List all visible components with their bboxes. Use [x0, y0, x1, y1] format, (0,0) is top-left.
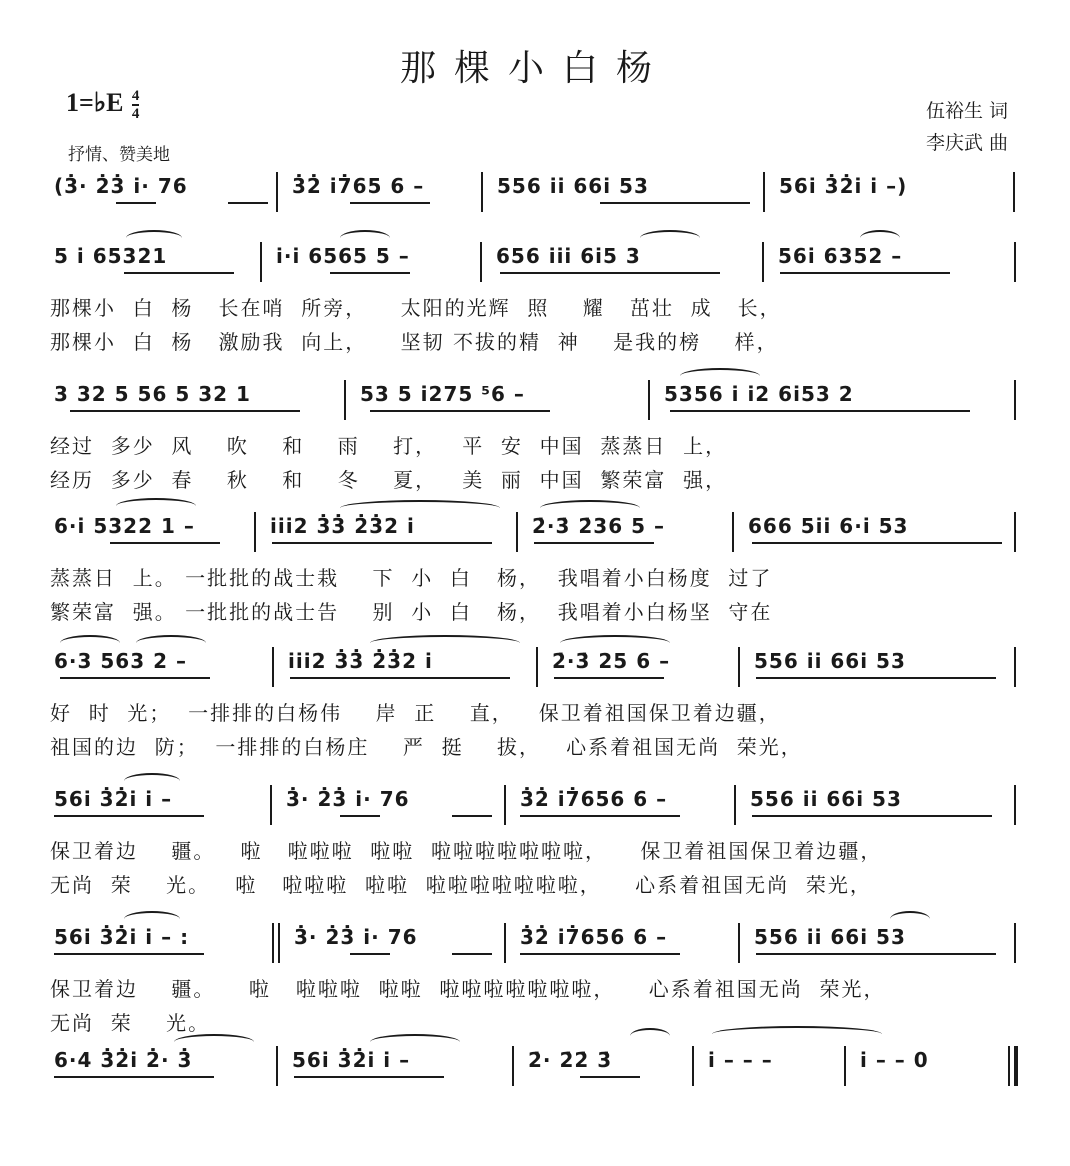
key-label: 1=♭E [66, 88, 124, 117]
slur [370, 1034, 460, 1050]
slur [126, 230, 182, 246]
measure [274, 647, 538, 687]
measure-notes: 666 5ii 6·i 53 [748, 514, 909, 538]
song-title: 那棵小白杨 [399, 48, 670, 89]
music-line [40, 1046, 1025, 1086]
beam [54, 1076, 214, 1078]
measure [694, 1046, 846, 1086]
measure [40, 647, 274, 687]
beam [554, 677, 664, 679]
slur [136, 635, 206, 651]
measure-notes: 3̇2̇ i7̇656 6 – [520, 925, 668, 949]
tie [712, 1026, 882, 1042]
slur [370, 635, 520, 651]
music-line [40, 172, 1025, 212]
measure [514, 1046, 694, 1086]
measure [262, 242, 482, 282]
music-line [40, 242, 1025, 282]
beam [272, 542, 492, 544]
measure [740, 923, 1016, 963]
barline [1014, 785, 1016, 825]
slur [174, 1034, 254, 1050]
measure-notes: 56i 3̇2̇i i – [54, 787, 173, 811]
beam [350, 202, 430, 204]
beam [534, 542, 654, 544]
measure [740, 647, 1016, 687]
measure-notes: 556 ii 66i 53 [750, 787, 902, 811]
tempo-marking: 抒情、赞美地 [68, 145, 170, 165]
measure-notes: 3̇2̇ i7̇656 6 – [520, 787, 668, 811]
measure-notes: 3̇· 2̇3̇ i· 76 [294, 925, 418, 949]
barline [1013, 172, 1015, 212]
measure-notes: 53 5 i275 ⁵6 – [360, 382, 525, 406]
measure [765, 172, 1015, 212]
measure-notes: 5356 i i2 6i53 2 [664, 382, 854, 406]
music-line [40, 785, 1025, 825]
beam [340, 815, 380, 817]
measure [346, 380, 650, 420]
measure [506, 785, 736, 825]
measure-notes: 2̇·3̇ 25 6 – [552, 649, 671, 673]
beam [54, 953, 204, 955]
measure-notes: 556 ii 66i 53 [754, 649, 906, 673]
measure-notes: 2̇· 2̇2̇ 3̇ [528, 1048, 613, 1072]
measure-notes: i – – – [708, 1048, 773, 1072]
measure [482, 242, 764, 282]
measure-notes: 6·4 3̇2̇i 2̇· 3̇ [54, 1048, 193, 1072]
lyric-verse-1: 保卫着边 疆。 啦 啦啦啦 啦啦 啦啦啦啦啦啦啦， 心系着祖国无尚 荣光， [50, 977, 886, 1001]
measure-notes: 2̇·3̇ 2̇36 5 – [532, 514, 665, 538]
final-barline [1014, 1046, 1018, 1086]
lyric-verse-2: 祖国的边 防； 一排排的白杨庄 严 挺 拔， 心系着祖国无尚 荣光， [50, 735, 803, 759]
measure [40, 242, 262, 282]
beam [452, 953, 492, 955]
beam [580, 1076, 640, 1078]
music-line [40, 923, 1025, 963]
measure [272, 785, 506, 825]
measure-notes: 6·3 563 2 – [54, 649, 187, 673]
score-system-3 [40, 380, 1025, 500]
measure-notes: 556 ii 66i 53 [497, 174, 649, 198]
beam [756, 953, 996, 955]
measure [256, 512, 518, 552]
lyric-verse-2: 无尚 荣 光。 [50, 1011, 211, 1035]
measure [650, 380, 1016, 420]
slur [124, 773, 180, 789]
music-line [40, 647, 1025, 687]
measure-notes: (3̇· 2̇3̇ i· 76 [54, 174, 188, 198]
lyric-verse-2: 经历 多少 春 秋 和 冬 夏， 美 丽 中国 繁荣富 强， [50, 468, 728, 492]
measure [40, 785, 272, 825]
measure-notes: 56i 3̇2̇i i –) [779, 174, 908, 198]
beam [600, 202, 750, 204]
beam [294, 1076, 444, 1078]
lyric-verse-1: 保卫着边 疆。 啦 啦啦啦 啦啦 啦啦啦啦啦啦啦， 保卫着祖国保卫着边疆， [50, 839, 883, 863]
measure [538, 647, 740, 687]
beam [54, 815, 204, 817]
slur [630, 1028, 670, 1044]
lyric-verse-2: 繁荣富 强。 一批批的战士告 别 小 白 杨， 我唱着小白杨坚 守在 [50, 600, 773, 624]
measure-notes: 5 i 65321 [54, 244, 168, 268]
time-signature [132, 88, 140, 122]
composer-credit: 李庆武 曲 [925, 132, 1008, 154]
measure-notes: 6·i 5322 1 – [54, 514, 195, 538]
key-signature [66, 88, 139, 122]
beam [116, 202, 156, 204]
barline [1014, 923, 1016, 963]
measure [736, 785, 1016, 825]
beam [500, 272, 720, 274]
lyricist-credit: 伍裕生 词 [925, 100, 1008, 122]
beam [752, 542, 1002, 544]
measure-notes: i·i 6565 5 – [276, 244, 410, 268]
measure [40, 172, 278, 212]
measure-notes: 3̇· 2̇3̇ i· 76 [286, 787, 410, 811]
score-system-4 [40, 512, 1025, 632]
beam [520, 815, 680, 817]
time-bottom: 4 [131, 106, 140, 123]
measure-notes: 56i 3̇2̇i i – : [54, 925, 190, 949]
lyric-verse-1: 经过 多少 风 吹 和 雨 打， 平 安 中国 蒸蒸日 上， [50, 434, 728, 458]
score-system-7 [40, 923, 1025, 1043]
measure [278, 172, 483, 212]
measure [518, 512, 734, 552]
beam [520, 953, 680, 955]
slur [60, 635, 120, 651]
measure [40, 512, 256, 552]
beam [752, 815, 992, 817]
beam [756, 677, 996, 679]
slur [680, 368, 760, 384]
beam [452, 815, 492, 817]
barline [1014, 380, 1016, 420]
beam [370, 410, 550, 412]
music-line [40, 380, 1025, 420]
slur [560, 635, 670, 651]
slur [124, 911, 180, 927]
time-top: 4 [131, 88, 140, 105]
slur [340, 500, 500, 516]
measure [40, 923, 280, 963]
beam [780, 272, 950, 274]
measure [846, 1046, 1018, 1086]
measure [734, 512, 1016, 552]
beam [70, 410, 300, 412]
score-system-8 [40, 1046, 1025, 1166]
measure [278, 1046, 514, 1086]
measure [483, 172, 765, 212]
slur [860, 230, 900, 246]
lyric-verse-1: 那棵小 白 杨 长在哨 所旁， 太阳的光辉 照 耀 茁壮 成 长， [50, 296, 782, 320]
measure [40, 1046, 278, 1086]
score-system-6 [40, 785, 1025, 905]
slur [340, 230, 390, 246]
slur [116, 498, 196, 514]
measure-notes: i – – 0 [860, 1048, 929, 1072]
measure [506, 923, 740, 963]
slur [540, 500, 640, 516]
beam [110, 542, 220, 544]
lyric-verse-1: 蒸蒸日 上。 一批批的战士栽 下 小 白 杨， 我唱着小白杨度 过了 [50, 566, 773, 590]
music-line [40, 512, 1025, 552]
beam [124, 272, 234, 274]
beam [290, 677, 510, 679]
lyric-verse-1: 好 时 光； 一排排的白杨伟 岸 正 直， 保卫着祖国保卫着边疆， [50, 701, 781, 725]
measure-notes: 3̇2̇ i7̇65 6 – [292, 174, 425, 198]
measure-notes: 656 iii 6i5 3 [496, 244, 641, 268]
measure [280, 923, 506, 963]
measure-notes: 56i 3̇2̇i i – [292, 1048, 411, 1072]
measure-notes: iii2 3̇3̇ 2̇3̇2 i [270, 514, 415, 538]
beam [670, 410, 970, 412]
slur [640, 230, 700, 246]
barline [1014, 242, 1016, 282]
measure-notes: 556 ii 66i 53 [754, 925, 906, 949]
score-system-2 [40, 242, 1025, 362]
barline [1014, 512, 1016, 552]
measure [40, 380, 346, 420]
barline [1014, 647, 1016, 687]
measure [764, 242, 1016, 282]
measure-notes: 3 32 5 56 5 32 1 [54, 382, 251, 406]
lyric-verse-2: 无尚 荣 光。 啦 啦啦啦 啦啦 啦啦啦啦啦啦啦， 心系着祖国无尚 荣光， [50, 873, 872, 897]
beam [228, 202, 268, 204]
measure-notes: 56i 6352 – [778, 244, 903, 268]
measure-notes: iii2 3̇3̇ 2̇3̇2 i [288, 649, 433, 673]
beam [330, 272, 410, 274]
lyric-verse-2: 那棵小 白 杨 激励我 向上， 坚韧 不拔的精 神 是我的榜 样， [50, 330, 779, 354]
beam [350, 953, 390, 955]
score-system-5 [40, 647, 1025, 767]
beam [60, 677, 210, 679]
slur [890, 911, 930, 927]
